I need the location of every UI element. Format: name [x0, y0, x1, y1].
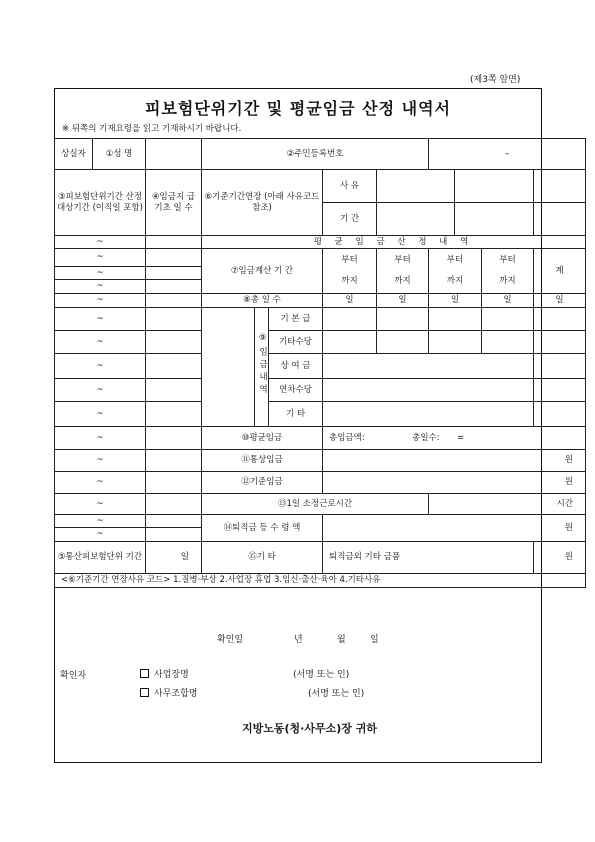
calc-total-label: 계	[534, 249, 586, 294]
association-label: 사무조합명	[154, 689, 198, 699]
period-row-8[interactable]: ~	[55, 354, 146, 379]
days-row-13[interactable]	[146, 472, 202, 494]
period-row-9[interactable]: ~	[55, 379, 146, 402]
annual-leave-sum[interactable]	[534, 379, 586, 402]
ordinary-wage-label: ⑪통상임금	[202, 450, 323, 472]
period-row-16[interactable]: ~	[55, 528, 146, 542]
total-days-4[interactable]: 일	[482, 294, 534, 308]
calc-period-2[interactable]: 부터 까지	[377, 249, 429, 294]
period-label: ③피보험단위기간 산정대상기간 (이직일 포함)	[55, 170, 146, 236]
other-allowance-3[interactable]	[429, 331, 482, 354]
days-row-10[interactable]	[146, 402, 202, 427]
basic-pay-sum[interactable]	[534, 308, 586, 331]
days-row-2[interactable]	[146, 249, 202, 267]
standard-wage-label: ⑫기준임금	[202, 472, 323, 494]
days-row-11[interactable]	[146, 427, 202, 450]
period-row-14[interactable]: ~	[55, 494, 146, 515]
severance-label: ⑭퇴직금 등 수 령 액	[202, 515, 323, 542]
employer-label: 사업장명	[154, 670, 189, 680]
reason-codes-note: <⑥기준기간 연장사유 코드> 1.질병·부상 2.사업장 휴업 3.임신·출산·육아 4.기타사유	[55, 574, 586, 588]
name-label: ①성 명	[93, 139, 146, 170]
basic-pay-label: 기 본 급	[269, 308, 323, 331]
severance-field[interactable]: 원	[323, 515, 586, 542]
paid-days-label: ④임금지 급기초 일 수	[146, 170, 202, 236]
days-row-16[interactable]	[146, 528, 202, 542]
total-days-label: ⑧총 일 수	[202, 294, 323, 308]
other-allowance-sum[interactable]	[534, 331, 586, 354]
days-row-15[interactable]	[146, 515, 202, 528]
basic-pay-3[interactable]	[429, 308, 482, 331]
other-allowance-label: 기타수당	[269, 331, 323, 354]
wage-items-group-label: ⑨임금내역	[255, 308, 269, 427]
confirmer-label: 확인자	[60, 671, 87, 681]
claimant-label: 상실자	[55, 139, 93, 170]
annual-leave-label: 연차수당	[269, 379, 323, 402]
confirm-date-label: 확인일	[217, 635, 244, 645]
checkbox-icon[interactable]	[140, 669, 149, 678]
basic-pay-4[interactable]	[482, 308, 534, 331]
bonus-sum[interactable]	[534, 354, 586, 379]
other-pay-field[interactable]	[323, 402, 534, 427]
bonus-field[interactable]	[323, 354, 534, 379]
confirm-year[interactable]: 년	[294, 635, 303, 645]
form-title: 피보험단위기간 및 평균임금 산정 내역서	[144, 99, 452, 118]
days-row-12[interactable]	[146, 450, 202, 472]
other-pay-label: 기 타	[269, 402, 323, 427]
calc-period-4[interactable]: 부터 까지	[482, 249, 534, 294]
ordinary-wage-field[interactable]: 원	[323, 450, 586, 472]
days-row-7[interactable]	[146, 331, 202, 354]
period-row-10[interactable]: ~	[55, 402, 146, 427]
period-row-7[interactable]: ~	[55, 331, 146, 354]
extension-period-1[interactable]	[377, 203, 455, 236]
wage-calculation-table	[54, 138, 586, 588]
period-row-13[interactable]: ~	[55, 472, 146, 494]
total-days-3[interactable]: 일	[429, 294, 482, 308]
days-row-14[interactable]	[146, 494, 202, 515]
period-row-11[interactable]: ~	[55, 427, 146, 450]
wage-section-header: 평 균 임 금 산 정 내 역	[202, 236, 586, 249]
extension-reason-label: 사 유	[323, 170, 377, 203]
total-days-2[interactable]: 일	[377, 294, 429, 308]
total-days-1[interactable]: 일	[323, 294, 377, 308]
confirm-month[interactable]: 월	[337, 635, 346, 645]
basic-pay-1[interactable]	[323, 308, 377, 331]
bonus-label: 상 여 금	[269, 354, 323, 379]
period-row-6[interactable]: ~	[55, 308, 146, 331]
other-items-label: ⑮기 타	[202, 542, 323, 574]
name-field[interactable]	[146, 139, 202, 170]
association-checkbox-row[interactable]	[140, 686, 197, 699]
period-row-12[interactable]: ~	[55, 450, 146, 472]
calc-period-3[interactable]: 부터 까지	[429, 249, 482, 294]
wage-items-spacer	[202, 308, 255, 427]
extension-period-2[interactable]	[455, 203, 534, 236]
total-insured-period-field[interactable]: 일	[146, 542, 202, 574]
average-wage-label: ⑩평균임금	[202, 427, 323, 450]
standard-wage-field[interactable]: 원	[323, 472, 586, 494]
total-days-sum[interactable]: 일	[534, 294, 586, 308]
period-row-2[interactable]: ~	[55, 249, 146, 267]
days-row-8[interactable]	[146, 354, 202, 379]
period-row-3[interactable]: ~	[55, 267, 146, 280]
other-pay-sum[interactable]	[534, 402, 586, 427]
extension-label: ⑥기준기간연장 (아래 사유코드 참조)	[202, 170, 323, 236]
calc-period-label: ⑦임금계산 기 간	[202, 249, 323, 294]
days-row-4[interactable]	[146, 280, 202, 294]
daily-hours-label: ⑬1일 소정근로시간	[202, 494, 429, 515]
days-row-3[interactable]	[146, 267, 202, 280]
period-row-15[interactable]: ~	[55, 515, 146, 528]
reason-field-3[interactable]	[534, 170, 586, 203]
reason-field-1[interactable]	[377, 170, 455, 203]
other-allowance-2[interactable]	[377, 331, 429, 354]
days-row-1[interactable]	[146, 236, 202, 249]
notice-text: ※ 뒤쪽의 기재요령을 읽고 기재하시기 바랍니다.	[62, 124, 242, 134]
other-items-description: 퇴직금외 기타 금품	[323, 542, 534, 574]
employer-signature[interactable]: (서명 또는 인)	[293, 670, 350, 680]
days-row-6[interactable]	[146, 308, 202, 331]
other-allowance-4[interactable]	[482, 331, 534, 354]
rrn-label: ②주민등록번호	[202, 139, 429, 170]
other-allowance-1[interactable]	[323, 331, 377, 354]
confirm-day[interactable]: 일	[370, 635, 379, 645]
daily-hours-field[interactable]: 시간	[429, 494, 586, 515]
addressee: 지방노동(청·사무소)장 귀하	[242, 722, 377, 735]
other-items-amount[interactable]: 원	[534, 542, 586, 574]
basic-pay-2[interactable]	[377, 308, 429, 331]
reason-field-2[interactable]	[455, 170, 534, 203]
total-insured-period-label: ⑤통산피보험단위 기간	[55, 542, 146, 574]
employer-checkbox-row[interactable]	[140, 667, 189, 680]
extension-period-label: 기 간	[323, 203, 377, 236]
period-row-4[interactable]: ~	[55, 280, 146, 294]
annual-leave-field[interactable]	[323, 379, 534, 402]
calc-period-1[interactable]: 부터 까지	[323, 249, 377, 294]
period-row-5[interactable]: ~	[55, 294, 146, 308]
page-note: (제3쪽 앞면)	[470, 75, 521, 85]
days-row-5[interactable]	[146, 294, 202, 308]
days-row-9[interactable]	[146, 379, 202, 402]
extension-period-3[interactable]	[534, 203, 586, 236]
checkbox-icon[interactable]	[140, 688, 149, 697]
rrn-field[interactable]: –	[429, 139, 586, 170]
period-row-1[interactable]: ~	[55, 236, 146, 249]
association-signature[interactable]: (서명 또는 인)	[308, 689, 365, 699]
average-wage-formula[interactable]: 총임금액: 총일수: =	[323, 427, 586, 450]
